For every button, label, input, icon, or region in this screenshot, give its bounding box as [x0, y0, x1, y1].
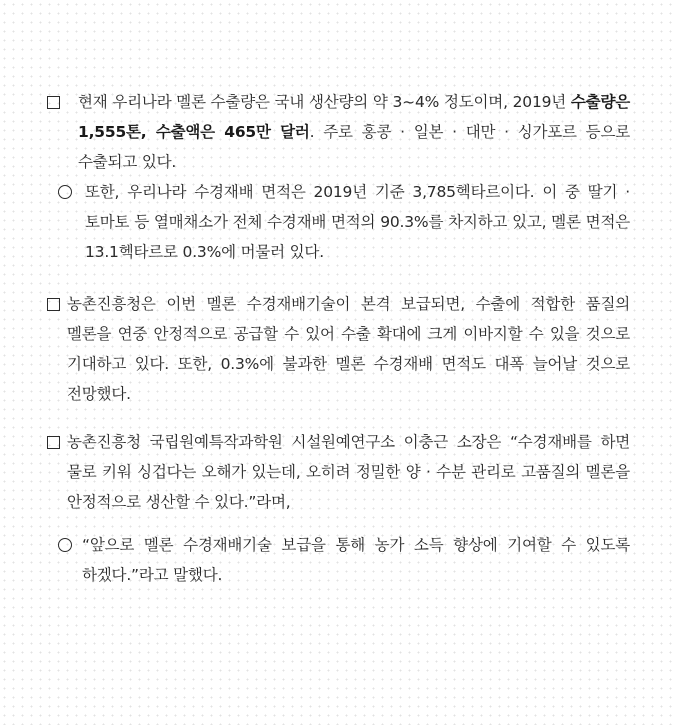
square-bullet-icon — [47, 427, 67, 459]
text-segment: 현재 우리나라 멜론 수출량은 국내 생산량의 약 3~4% 정도이며, 2019년 — [78, 93, 571, 111]
highlight-export-figures: 수출량은 1,555톤, 수출액은 465만 달러 — [78, 93, 630, 141]
paragraph-text — [67, 427, 630, 517]
paragraph-text — [82, 530, 630, 590]
text-segment: 또한, 우리나라 수경재배 면적은 2019년 기준 3,785헥타르이다. 이 중 딸기 · 토마토 등 열매채소가 전체 수경재배 면적의 90.3%를 차지하고 있고, 멜론 면적은 13.1헥타르로 0.3%에 머물러 있다. — [85, 183, 630, 261]
square-bullet-icon — [47, 289, 67, 321]
paragraph-text — [78, 87, 630, 177]
paragraph-text — [67, 289, 630, 409]
paragraph-text — [85, 177, 630, 267]
circle-bullet-icon — [58, 530, 82, 562]
text-segment: “앞으로 멜론 수경재배기술 보급을 통해 농가 소득 향상에 기여할 수 있도록 하겠다.”라고 말했다. — [82, 536, 630, 584]
paragraph-export-status — [47, 87, 630, 177]
paragraph-director-quote — [47, 427, 630, 517]
paragraph-rda-expectation — [47, 289, 630, 409]
paragraph-hydroponic-area — [58, 177, 630, 267]
text-segment: 농촌진흥청은 이번 멜론 수경재배기술이 본격 보급되면, 수출에 적합한 품질의 멜론을 연중 안정적으로 공급할 수 있어 수출 확대에 크게 이바지할 수 있을 것으로 기대하고 있다. 또한, 0.3%에 불과한 멜론 수경재배 면적도 대폭 늘어날 것으로 전망했다. — [67, 295, 630, 403]
paragraph-quote-continued — [58, 530, 630, 590]
text-segment: . 주로 홍콩 · 일본 · 대만 · 싱가포르 등으로 수출되고 있다. — [78, 123, 630, 171]
circle-bullet-icon — [58, 177, 85, 209]
square-bullet-icon — [47, 87, 78, 119]
text-segment: 농촌진흥청 국립원예특작과학원 시설원예연구소 이충근 소장은 “수경재배를 하면 물로 키워 싱겁다는 오해가 있는데, 오히려 정밀한 양 · 수분 관리로 고품질의 멜론을 안정적으로 생산할 수 있다.”라며, — [67, 433, 630, 511]
